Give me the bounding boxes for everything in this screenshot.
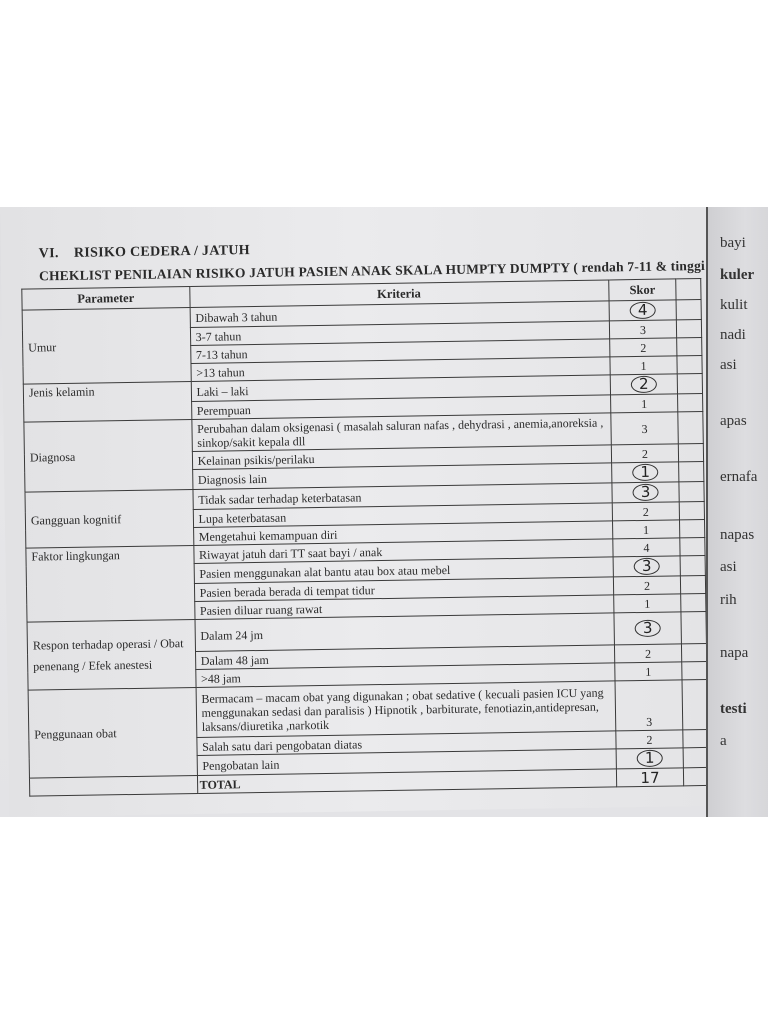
skor-cell (613, 556, 681, 577)
circled-score: 2 (631, 376, 657, 393)
extra-cell (682, 661, 707, 679)
circled-score: 3 (635, 620, 661, 637)
extra-cell (679, 461, 704, 481)
extra-cell (678, 373, 703, 393)
form-page (0, 207, 719, 817)
extra-cell (678, 411, 703, 443)
kriteria-cell: Dalam 24 jm (195, 613, 614, 652)
header-extra (676, 279, 701, 300)
circled-score: 3 (634, 558, 660, 575)
skor-cell (613, 612, 681, 645)
kriteria-cell: Pengobatan lain (197, 749, 616, 776)
right-page-fragment: apas (720, 413, 747, 429)
skor-cell (609, 300, 677, 321)
kriteria-cell: Laki – laki (191, 375, 610, 402)
right-page-fragment: asi (720, 559, 737, 575)
kriteria-cell: 7-13 tahun (190, 339, 609, 364)
extra-cell (676, 299, 701, 319)
skor-cell: 3 (615, 680, 684, 731)
right-page-fragment: rih (720, 592, 737, 608)
skor-cell: 2 (615, 730, 683, 749)
extra-cell (680, 501, 705, 519)
adjacent-page (706, 207, 768, 817)
kriteria-cell: 3-7 tahun (190, 321, 609, 346)
extra-cell (684, 767, 709, 785)
skor-cell: 1 (612, 520, 680, 539)
kriteria-cell: Kelainan psikis/perilaku (192, 445, 611, 470)
extra-cell (681, 575, 706, 593)
extra-cell (680, 537, 705, 555)
kriteria-cell: Perubahan dalam oksigenasi ( masalah saluran nafas , dehydrasi , anemia,anoreksia , sinkop/sakit kepala dll (191, 413, 610, 452)
extra-cell (677, 319, 702, 337)
skor-cell: 2 (612, 502, 680, 521)
parameter-cell: Diagnosa (24, 420, 193, 493)
total-value: 17 (616, 768, 684, 787)
extra-cell (684, 747, 709, 767)
kriteria-cell: Pasien berada berada di tempat tidur (194, 577, 613, 602)
extra-cell (682, 643, 707, 661)
extra-cell (679, 443, 704, 461)
extra-cell (683, 729, 708, 747)
skor-cell: 1 (609, 356, 677, 375)
section-title: RISIKO CEDERA / JATUH (73, 243, 251, 261)
right-page-fragment: bayi (720, 235, 746, 251)
right-page-fragment: kulit (720, 297, 748, 313)
circled-score: 3 (632, 484, 658, 501)
header-kriteria: Kriteria (189, 280, 608, 308)
right-page-fragment: testi (720, 701, 747, 717)
kriteria-cell: Bermacam – macam obat yang digunakan ; obat sedative ( kecuali pasien ICU yang menggunakan sedasi dan paralisis ) Hipnotik , barbiturate, fenotiazin,antidepresan, laksans/diuretika ,narkotik (196, 681, 616, 738)
skor-cell (610, 374, 678, 395)
parameter-cell: Penggunaan obat (28, 687, 197, 778)
right-page-fragment: asi (720, 357, 737, 373)
parameter-cell: Umur (22, 308, 191, 385)
circled-score: 4 (630, 302, 656, 319)
section-heading (39, 243, 250, 262)
extra-cell (681, 611, 706, 643)
humpty-dumpty-table (21, 278, 709, 797)
kriteria-cell: >48 jam (195, 663, 614, 688)
kriteria-cell: Perempuan (191, 395, 610, 420)
table-body (22, 299, 709, 796)
skor-cell: 2 (609, 338, 677, 357)
extra-cell (678, 393, 703, 411)
kriteria-cell: >13 tahun (191, 357, 610, 382)
skor-cell (611, 462, 679, 483)
total-empty-cell (29, 775, 197, 796)
kriteria-cell: Riwayat jatuh dari TT saat bayi / anak (193, 539, 612, 564)
parameter-cell: Respon terhadap operasi / Obat penenang / Efek anestesi (27, 619, 196, 690)
parameter-cell: Gangguan kognitif (25, 490, 193, 549)
extra-cell (679, 481, 704, 501)
document-photo (0, 207, 768, 817)
kriteria-cell: Dibawah 3 tahun (190, 301, 609, 328)
right-page-fragment: napa (720, 645, 749, 661)
kriteria-cell: Salah satu dari pengobatan diatas (196, 731, 615, 756)
skor-cell: 2 (614, 644, 682, 663)
right-page-fragment: ernafa (720, 469, 758, 485)
kriteria-cell: Diagnosis lain (192, 463, 611, 490)
kriteria-cell: Lupa keterbatasan (193, 503, 612, 528)
total-label: TOTAL (197, 769, 616, 794)
header-skor: Skor (608, 279, 676, 301)
parameter-cell: Faktor lingkungan (26, 546, 195, 623)
section-number: VI. (38, 246, 59, 262)
right-page-fragment: napas (720, 527, 755, 543)
skor-cell: 1 (614, 662, 682, 681)
kriteria-cell: Pasien diluar ruang rawat (194, 595, 613, 620)
skor-cell: 3 (610, 412, 678, 445)
circled-score: 1 (637, 750, 663, 767)
right-page-fragment: kuler (720, 267, 755, 283)
extra-cell (677, 337, 702, 355)
skor-cell: 1 (613, 594, 681, 613)
skor-cell: 2 (611, 444, 679, 463)
circled-score: 1 (632, 464, 658, 481)
parameter-cell: Jenis kelamin (23, 382, 191, 423)
extra-cell (680, 519, 705, 537)
kriteria-cell: Tidak sadar terhadap keterbatasan (193, 483, 612, 510)
skor-cell: 4 (612, 538, 680, 557)
skor-cell: 2 (613, 576, 681, 595)
extra-cell (677, 355, 702, 373)
header-parameter: Parameter (22, 287, 190, 311)
kriteria-cell: Mengetahui kemampuan diri (193, 521, 612, 546)
right-page-fragment: nadi (720, 327, 746, 343)
skor-cell: 1 (610, 394, 678, 413)
skor-cell (616, 748, 684, 769)
skor-cell (611, 482, 679, 503)
extra-cell (681, 555, 706, 575)
extra-cell (682, 679, 707, 729)
checklist-title: CHEKLIST PENILAIAN RISIKO JATUH PASIEN ANAK SKALA HUMPTY DUMPTY ( rendah 7-11 & tinggi (38, 257, 706, 284)
kriteria-cell: Dalam 48 jam (195, 645, 614, 670)
right-page-fragment: a (720, 733, 727, 749)
extra-cell (681, 593, 706, 611)
skor-cell: 3 (609, 320, 677, 339)
kriteria-cell: Pasien menggunakan alat bantu atau box atau mebel (194, 557, 613, 584)
